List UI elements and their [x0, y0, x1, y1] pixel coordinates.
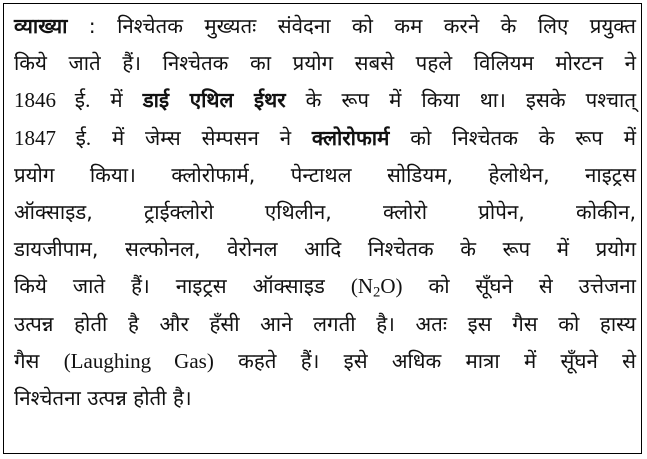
formula-close: O): [380, 274, 403, 299]
explanation-box: [3, 3, 642, 454]
chloroform-term: क्लोरोफार्म: [311, 125, 390, 150]
line-10-end: कहते हैं। इसे अधिक मात्रा में सूँघने से: [213, 348, 636, 373]
text-line-2: किये जाते हैं। निश्चेतक का प्रयोग सबसे पहले विलियम मोरटन ने: [14, 51, 636, 76]
line-8-start: किये जाते हैं। नाइट्रस ऑक्साइड: [14, 274, 351, 299]
text-line-6: ऑक्साइड, ट्राईक्लोरो एथिलीन, क्लोरो प्रोपेन, कोकीन,: [14, 199, 636, 224]
heading-colon: :: [67, 14, 118, 38]
text-line-1: [14, 8, 636, 45]
line-4-rest: को निश्चेतक के रूप में: [389, 125, 636, 150]
line-3-mid: में: [90, 88, 143, 113]
laughing-gas-term: (Laughing Gas): [63, 348, 214, 373]
line-1-text: निश्चेतक मुख्यतः संवेदना को कम करने के लिए प्रयुक्त: [117, 14, 636, 38]
text-line-7: डायजीपाम, सल्फोनल, वेरोनल आदि निश्चेतक के रूप में प्रयोग: [14, 237, 636, 262]
text-line-9: उत्पन्न होती है और हँसी आने लगती है। अतः इस गैस को हास्य: [14, 311, 636, 336]
year-1847: 1847 ई.: [14, 125, 92, 150]
line-3-rest: के रूप में किया था। इसके पश्चात्: [285, 88, 637, 113]
formula-open: (N: [350, 274, 374, 299]
formula-subscript: 2: [373, 284, 381, 301]
nitrous-oxide-formula: [350, 274, 403, 301]
text-line-8: [14, 268, 636, 305]
explanation-heading: व्याख्या: [14, 14, 68, 38]
text-line-5: प्रयोग किया। क्लोरोफार्म, पेन्टाथल सोडियम, हेलोथेन, नाइट्रस: [14, 162, 636, 187]
text-line-10: [14, 343, 636, 380]
explanation-paragraph: [14, 8, 636, 417]
text-line-4: [14, 120, 636, 157]
year-1846: 1846 ई.: [14, 88, 91, 113]
line-10-start: गैस: [14, 348, 64, 373]
text-line-3: [14, 82, 636, 119]
line-8-end: को सूँघने से उत्तेजना: [402, 274, 636, 299]
diethyl-ether-term: डाई एथिल ईथर: [142, 88, 286, 113]
line-4-mid: में जेम्स सेम्पसन ने: [91, 125, 312, 150]
text-line-11: निश्चेतना उत्पन्न होती है।: [14, 385, 192, 410]
